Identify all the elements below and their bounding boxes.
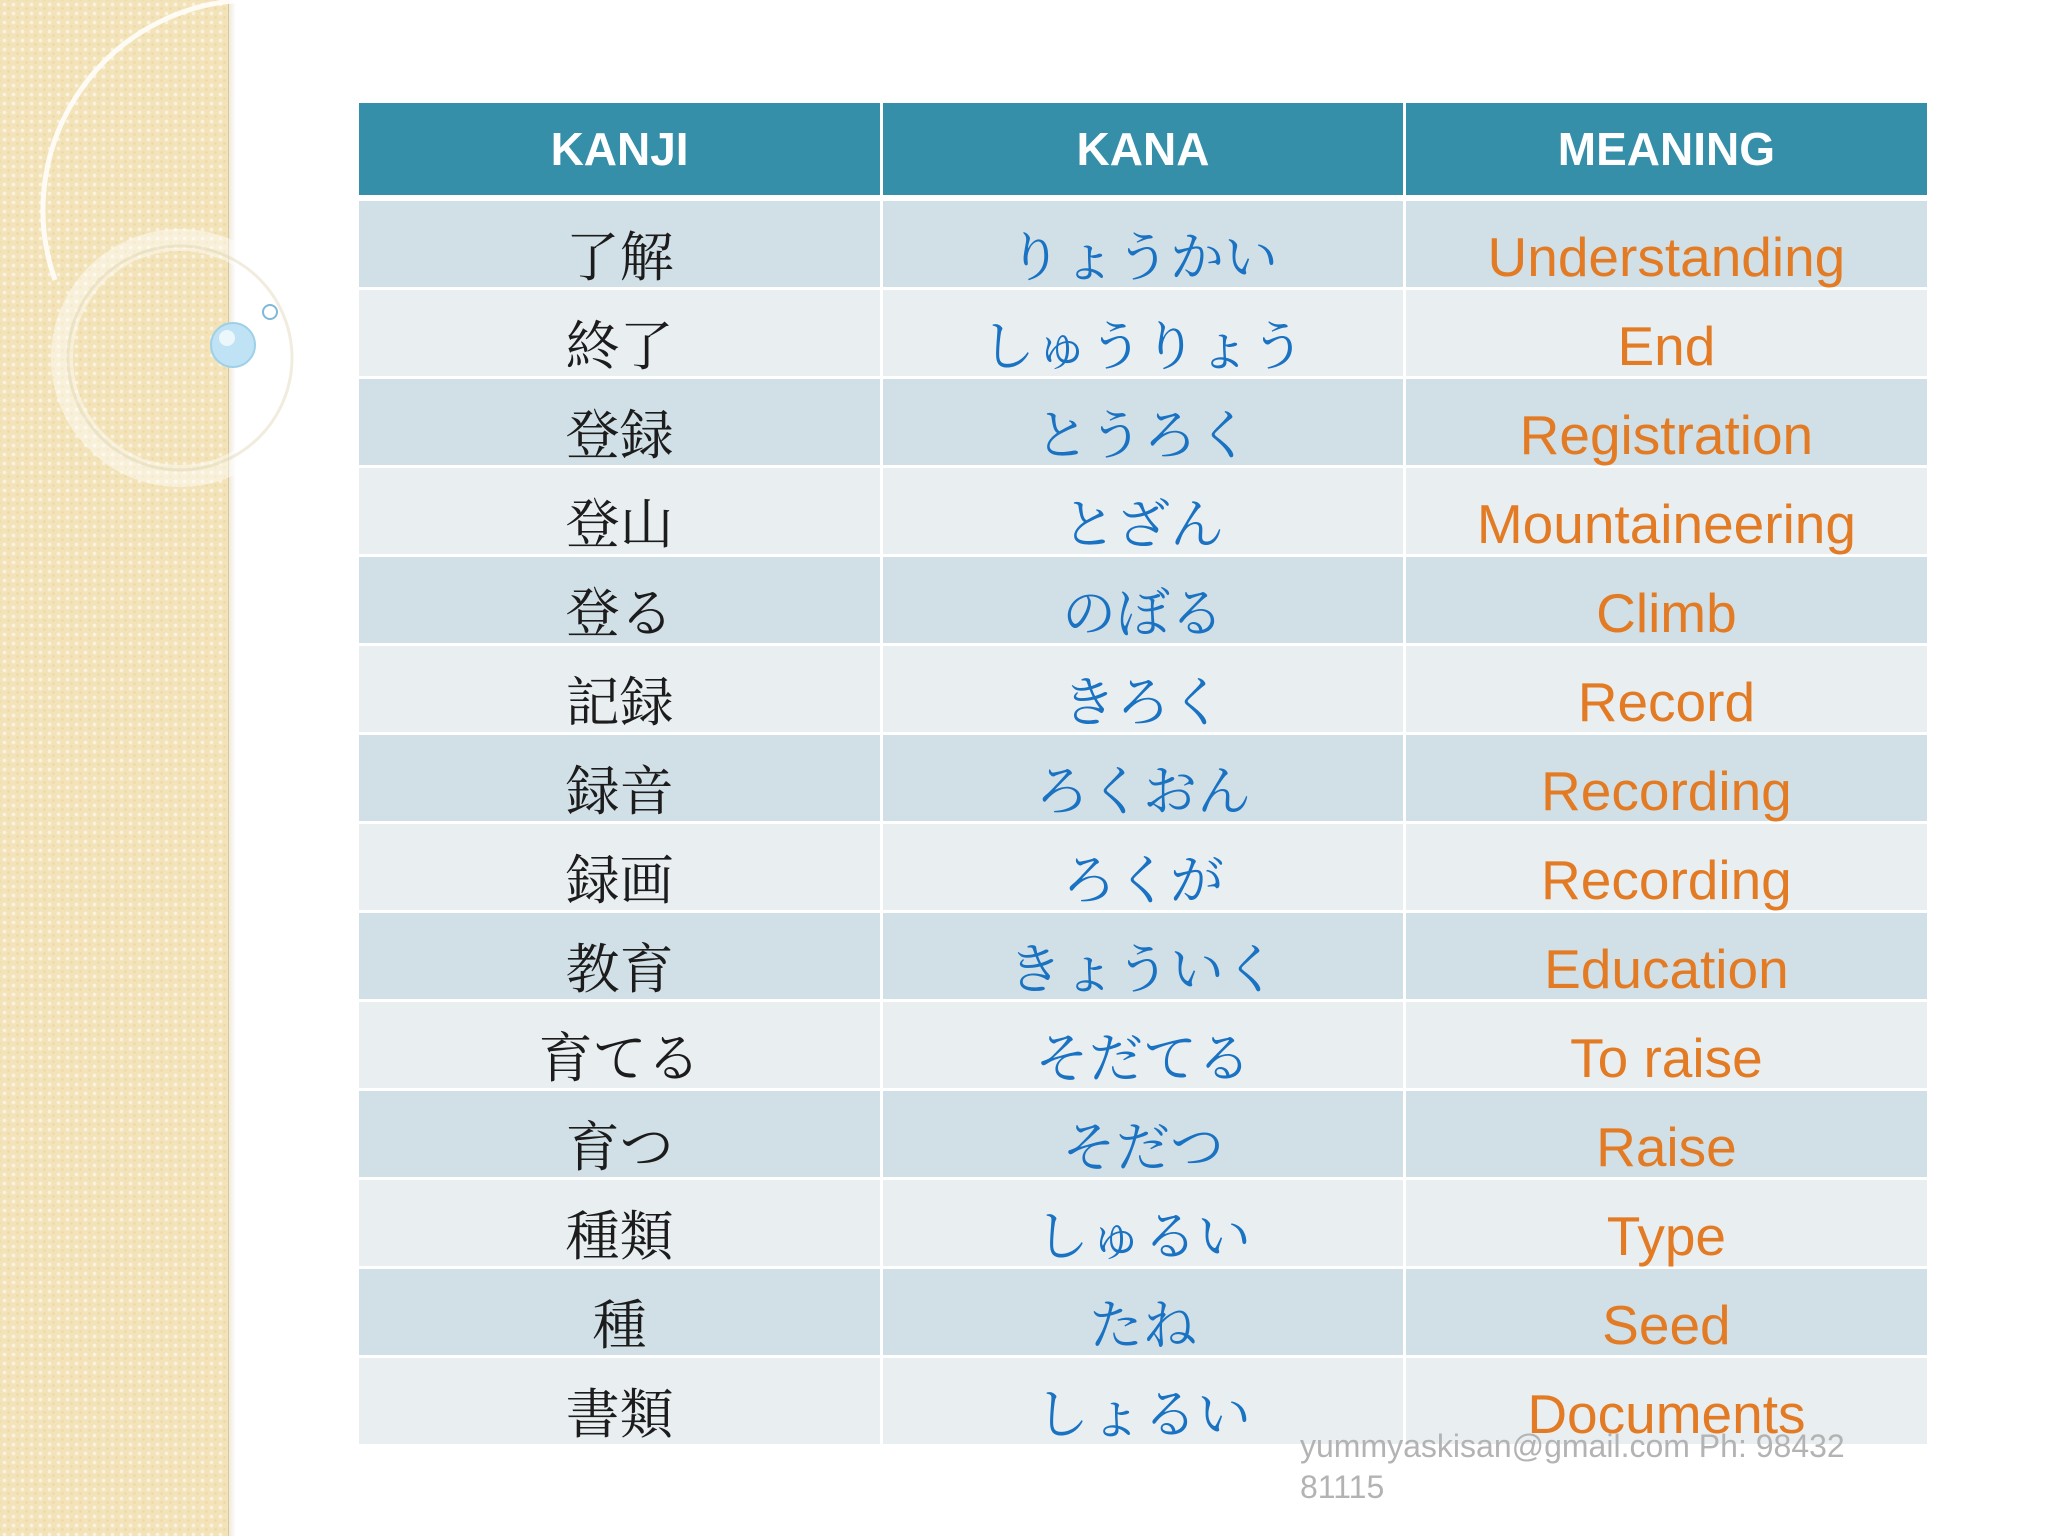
kana-cell: りょうかい: [882, 198, 1405, 289]
header-meaning: MEANING: [1404, 103, 1927, 198]
kana-cell: のぼる: [882, 556, 1405, 645]
table-row: [359, 912, 1927, 1001]
kanji-cell: 録音: [359, 734, 882, 823]
kanji-cell: 録画: [359, 823, 882, 912]
meaning-cell: To raise: [1404, 1001, 1927, 1090]
table-row: [359, 378, 1927, 467]
meaning-cell: Type: [1404, 1179, 1927, 1268]
kanji-cell: 登録: [359, 378, 882, 467]
kanji-cell: 育つ: [359, 1090, 882, 1179]
bubble-small: [263, 305, 277, 319]
meaning-cell: Climb: [1404, 556, 1927, 645]
meaning-cell: Education: [1404, 912, 1927, 1001]
table-row: [359, 289, 1927, 378]
kanji-cell: 種: [359, 1268, 882, 1357]
kanji-cell: 終了: [359, 289, 882, 378]
header-kanji: KANJI: [359, 103, 882, 198]
meaning-cell: Documents: [1404, 1357, 1927, 1446]
table-row: [359, 198, 1927, 289]
kanji-cell: 記録: [359, 645, 882, 734]
kana-cell: しゅうりょう: [882, 289, 1405, 378]
bubble-large: [211, 323, 255, 367]
kana-cell: とうろく: [882, 378, 1405, 467]
kana-cell: しゅるい: [882, 1179, 1405, 1268]
kanji-cell: 育てる: [359, 1001, 882, 1090]
contact-line-2: 81115: [1300, 1469, 1385, 1505]
table-row: [359, 1179, 1927, 1268]
meaning-cell: Seed: [1404, 1268, 1927, 1357]
contact-footer: [1300, 1426, 1920, 1508]
table-row: [359, 645, 1927, 734]
kanji-cell: 種類: [359, 1179, 882, 1268]
kana-cell: きろく: [882, 645, 1405, 734]
table-row: [359, 467, 1927, 556]
kana-cell: ろくが: [882, 823, 1405, 912]
header-kana: KANA: [882, 103, 1405, 198]
table-body: [359, 198, 1927, 1446]
contact-line-1: yummyaskisan@gmail.com Ph: 98432: [1300, 1428, 1845, 1464]
kana-cell: しょるい: [882, 1357, 1405, 1446]
meaning-cell: Recording: [1404, 823, 1927, 912]
kana-cell: たね: [882, 1268, 1405, 1357]
vocabulary-table: [359, 103, 1927, 1447]
ring-outer: [62, 240, 298, 476]
kanji-cell: 了解: [359, 198, 882, 289]
meaning-cell: Understanding: [1404, 198, 1927, 289]
meaning-cell: Registration: [1404, 378, 1927, 467]
table-row: [359, 823, 1927, 912]
meaning-cell: Recording: [1404, 734, 1927, 823]
table-header: [359, 103, 1927, 198]
kana-cell: ろくおん: [882, 734, 1405, 823]
meaning-cell: Record: [1404, 645, 1927, 734]
table-row: [359, 556, 1927, 645]
table-row: [359, 734, 1927, 823]
kana-cell: とざん: [882, 467, 1405, 556]
kanji-cell: 書類: [359, 1357, 882, 1446]
kana-cell: そだつ: [882, 1090, 1405, 1179]
meaning-cell: Raise: [1404, 1090, 1927, 1179]
kanji-cell: 登山: [359, 467, 882, 556]
kana-cell: きょういく: [882, 912, 1405, 1001]
header-row: [359, 103, 1927, 198]
meaning-cell: Mountaineering: [1404, 467, 1927, 556]
bubble-large-highlight: [219, 330, 235, 346]
kanji-cell: 教育: [359, 912, 882, 1001]
kanji-cell: 登る: [359, 556, 882, 645]
meaning-cell: End: [1404, 289, 1927, 378]
table-row: [359, 1001, 1927, 1090]
decorative-rings: [0, 0, 320, 560]
ring-inner: [68, 246, 292, 470]
kana-cell: そだてる: [882, 1001, 1405, 1090]
table-row: [359, 1090, 1927, 1179]
table-row: [359, 1268, 1927, 1357]
